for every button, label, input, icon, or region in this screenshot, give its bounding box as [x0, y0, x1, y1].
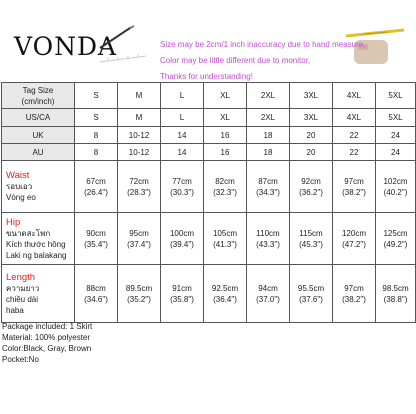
ruler-icon	[98, 52, 148, 64]
measure-cell: 82cm (32.3")	[204, 161, 247, 213]
measure-cell: 110cm (43.3")	[247, 213, 290, 265]
note-line: Size may be 2cm/1 inch inaccuracy due to hand measure,	[160, 40, 366, 49]
hip-title: Hip	[6, 216, 21, 228]
measure-cell: 72cm (28.3")	[118, 161, 161, 213]
size-cell: M	[118, 109, 161, 127]
pocket-line: Pocket:No	[2, 355, 39, 364]
size-cell: XL	[204, 83, 247, 109]
brand-logo: VONDA	[14, 32, 118, 61]
row-label: US/CA	[2, 109, 75, 127]
size-cell: L	[161, 83, 204, 109]
size-cell: 20	[290, 127, 333, 144]
measure-cell: 125cm (49.2")	[376, 213, 416, 265]
measure-cell: 88cm (34.6")	[75, 265, 118, 323]
tag-size-label: Tag Size	[22, 85, 54, 95]
measure-cell: 102cm (40.2")	[376, 161, 416, 213]
hip-sub-thai: ขนาดสะโพก	[6, 228, 51, 238]
length-sub-tagalog: haba	[6, 305, 24, 315]
size-cell: 2XL	[247, 109, 290, 127]
measure-cell: 90cm (35.4")	[75, 213, 118, 265]
waist-title: Waist	[6, 170, 30, 181]
measure-cell: 97cm (38.2")	[333, 161, 376, 213]
size-cell: 4XL	[333, 109, 376, 127]
measure-cell: 87cm (34.3")	[247, 161, 290, 213]
tag-size-header	[2, 83, 75, 109]
size-cell: 10-12	[118, 127, 161, 144]
measure-cell: 97cm (38.2")	[333, 265, 376, 323]
size-cell: 24	[376, 144, 416, 161]
size-cell: S	[75, 109, 118, 127]
color-line: Color:Black, Gray, Brown	[2, 344, 92, 353]
size-cell: 22	[333, 144, 376, 161]
hip-sub-tagalog: Laki ng balakang	[6, 250, 67, 260]
waist-label-cell	[2, 161, 75, 213]
pencil-icon	[96, 24, 136, 52]
measure-cell: 94cm (37.0")	[247, 265, 290, 323]
size-chart-table	[1, 82, 416, 323]
row-label: UK	[2, 127, 75, 144]
table-row-waist	[2, 161, 416, 213]
measure-cell: 89.5cm (35.2")	[118, 265, 161, 323]
size-cell: M	[118, 83, 161, 109]
measure-cell: 77cm (30.3")	[161, 161, 204, 213]
table-row-us-ca	[2, 109, 416, 127]
measure-cell: 91cm (35.8")	[161, 265, 204, 323]
size-cell: 3XL	[290, 109, 333, 127]
size-cell: 4XL	[333, 83, 376, 109]
tag-size-unit: (cm/inch)	[21, 96, 55, 106]
package-line: Package included: 1 Skirt	[2, 322, 93, 331]
measure-cell: 98.5cm (38.8")	[376, 265, 416, 323]
table-row-uk	[2, 127, 416, 144]
hip-label-cell	[2, 213, 75, 265]
size-cell: 5XL	[376, 83, 416, 109]
header-banner	[0, 0, 416, 82]
waist-sub-thai: รอบเอว	[6, 182, 33, 191]
size-cell: 18	[247, 144, 290, 161]
size-cell: L	[161, 109, 204, 127]
size-cell: 16	[204, 144, 247, 161]
size-cell: 22	[333, 127, 376, 144]
note-line: Color may be little different due to monitor,	[160, 56, 311, 65]
measure-cell: 67cm (26.4")	[75, 161, 118, 213]
size-notes	[160, 37, 365, 85]
waist-sub-viet: Vòng eo	[6, 193, 36, 202]
note-line: Thanks for understanding!	[160, 72, 253, 81]
size-cell: 8	[75, 144, 118, 161]
size-cell: XL	[204, 109, 247, 127]
size-cell: 14	[161, 127, 204, 144]
size-cell: S	[75, 83, 118, 109]
measure-cell: 105cm (41.3")	[204, 213, 247, 265]
size-cell: 2XL	[247, 83, 290, 109]
table-row-au	[2, 144, 416, 161]
table-row-hip	[2, 213, 416, 265]
table-row-length	[2, 265, 416, 323]
measure-cell: 92cm (36.2")	[290, 161, 333, 213]
size-cell: 24	[376, 127, 416, 144]
measure-cell: 95cm (37.4")	[118, 213, 161, 265]
size-cell: 18	[247, 127, 290, 144]
size-cell: 8	[75, 127, 118, 144]
length-label-cell	[2, 265, 75, 323]
package-info	[2, 321, 92, 365]
size-cell: 14	[161, 144, 204, 161]
measure-cell: 100cm (39.4")	[161, 213, 204, 265]
table-row-tag-size	[2, 83, 416, 109]
hip-sub-viet: Kích thước hông	[6, 239, 66, 249]
size-cell: 20	[290, 144, 333, 161]
size-cell: 3XL	[290, 83, 333, 109]
material-line: Material: 100% polyester	[2, 333, 91, 342]
measure-cell: 120cm (47.2")	[333, 213, 376, 265]
measure-cell: 92.5cm (36.4")	[204, 265, 247, 323]
length-title: Length	[6, 271, 36, 283]
size-cell: 16	[204, 127, 247, 144]
length-sub-viet: chiều dài	[6, 294, 39, 304]
size-cell: 10-12	[118, 144, 161, 161]
size-cell: 5XL	[376, 109, 416, 127]
length-sub-thai: ความยาว	[6, 283, 40, 293]
measure-cell: 115cm (45.3")	[290, 213, 333, 265]
measure-cell: 95.5cm (37.6")	[290, 265, 333, 323]
row-label: AU	[2, 144, 75, 161]
